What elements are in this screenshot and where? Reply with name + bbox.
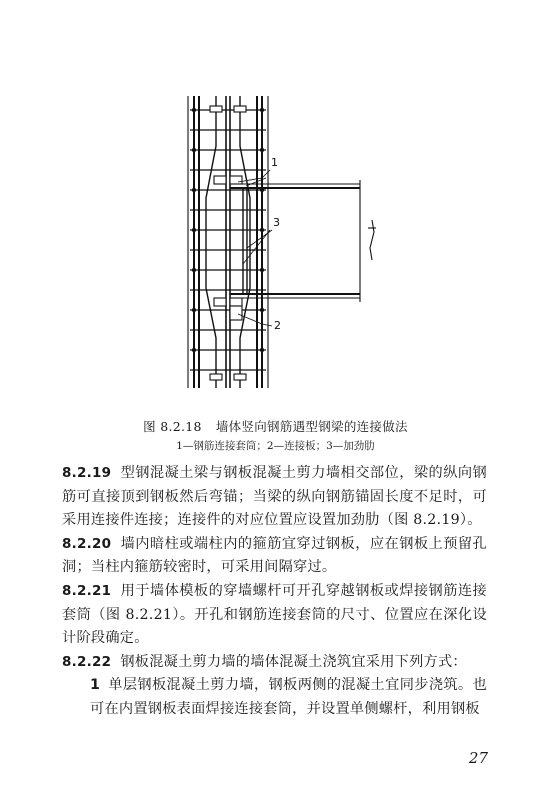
body-text bbox=[62, 462, 487, 722]
figure-caption bbox=[0, 417, 551, 435]
figure-title: 墙体竖向钢筋遇型钢梁的连接做法 bbox=[215, 419, 408, 434]
callout-label-3: 3 bbox=[273, 216, 280, 229]
figure-number: 图 8.2.18 bbox=[143, 419, 202, 434]
clause-number: 8.2.20 bbox=[62, 535, 112, 552]
wall-beam-connection-drawing bbox=[150, 88, 400, 410]
steel-beam bbox=[230, 180, 376, 302]
clause-text: 墙内暗柱或端柱内的箍筋宜穿过钢板，应在钢板上预留孔洞；当柱内箍筋较密时，可采用间隔穿过。 bbox=[62, 535, 487, 576]
callout-label-1: 1 bbox=[271, 156, 278, 169]
rebar-coupler bbox=[230, 176, 242, 184]
figure-legend: 1—钢筋连接套筒；2—连接板；3—加劲肋 bbox=[176, 440, 375, 452]
list-item bbox=[62, 674, 487, 721]
clause-8-2-22 bbox=[62, 651, 487, 675]
callout-label-2: 2 bbox=[274, 319, 281, 332]
connection-detail-figure bbox=[150, 88, 400, 410]
clause-text: 型钢混凝土梁与钢板混凝土剪力墙相交部位，梁的纵向钢筋可直接顶到钢板然后弯锚；当梁的纵向钢筋锚固长度不足时，可采用连接件连接；连接件的对应位置应设置加劲肋（图 8.2.19）。 bbox=[62, 465, 487, 529]
clause-8-2-21 bbox=[62, 580, 487, 651]
connecting-plate bbox=[230, 306, 242, 320]
clause-8-2-20 bbox=[62, 533, 487, 580]
clause-number: 8.2.22 bbox=[62, 653, 112, 670]
clause-8-2-19 bbox=[62, 462, 487, 533]
clause-text: 钢板混凝土剪力墙的墙体混凝土浇筑宜采用下列方式： bbox=[120, 653, 467, 670]
clause-number: 8.2.21 bbox=[62, 582, 112, 599]
page-number: 27 bbox=[468, 749, 488, 767]
item-number: 1 bbox=[90, 677, 101, 694]
clause-number: 8.2.19 bbox=[62, 465, 112, 481]
item-text: 单层钢板混凝土剪力墙，钢板两侧的混凝土宜同步浇筑。也可在内置钢板表面焊接连接套筒，并设置单侧螺杆，利用钢板 bbox=[90, 677, 487, 717]
clause-text: 用于墙体模板的穿墙螺杆可开孔穿越钢板或焊接钢筋连接套筒（图 8.2.21）。开孔和钢筋连接套筒的尺寸、位置应在深化设计阶段确定。 bbox=[62, 582, 487, 647]
